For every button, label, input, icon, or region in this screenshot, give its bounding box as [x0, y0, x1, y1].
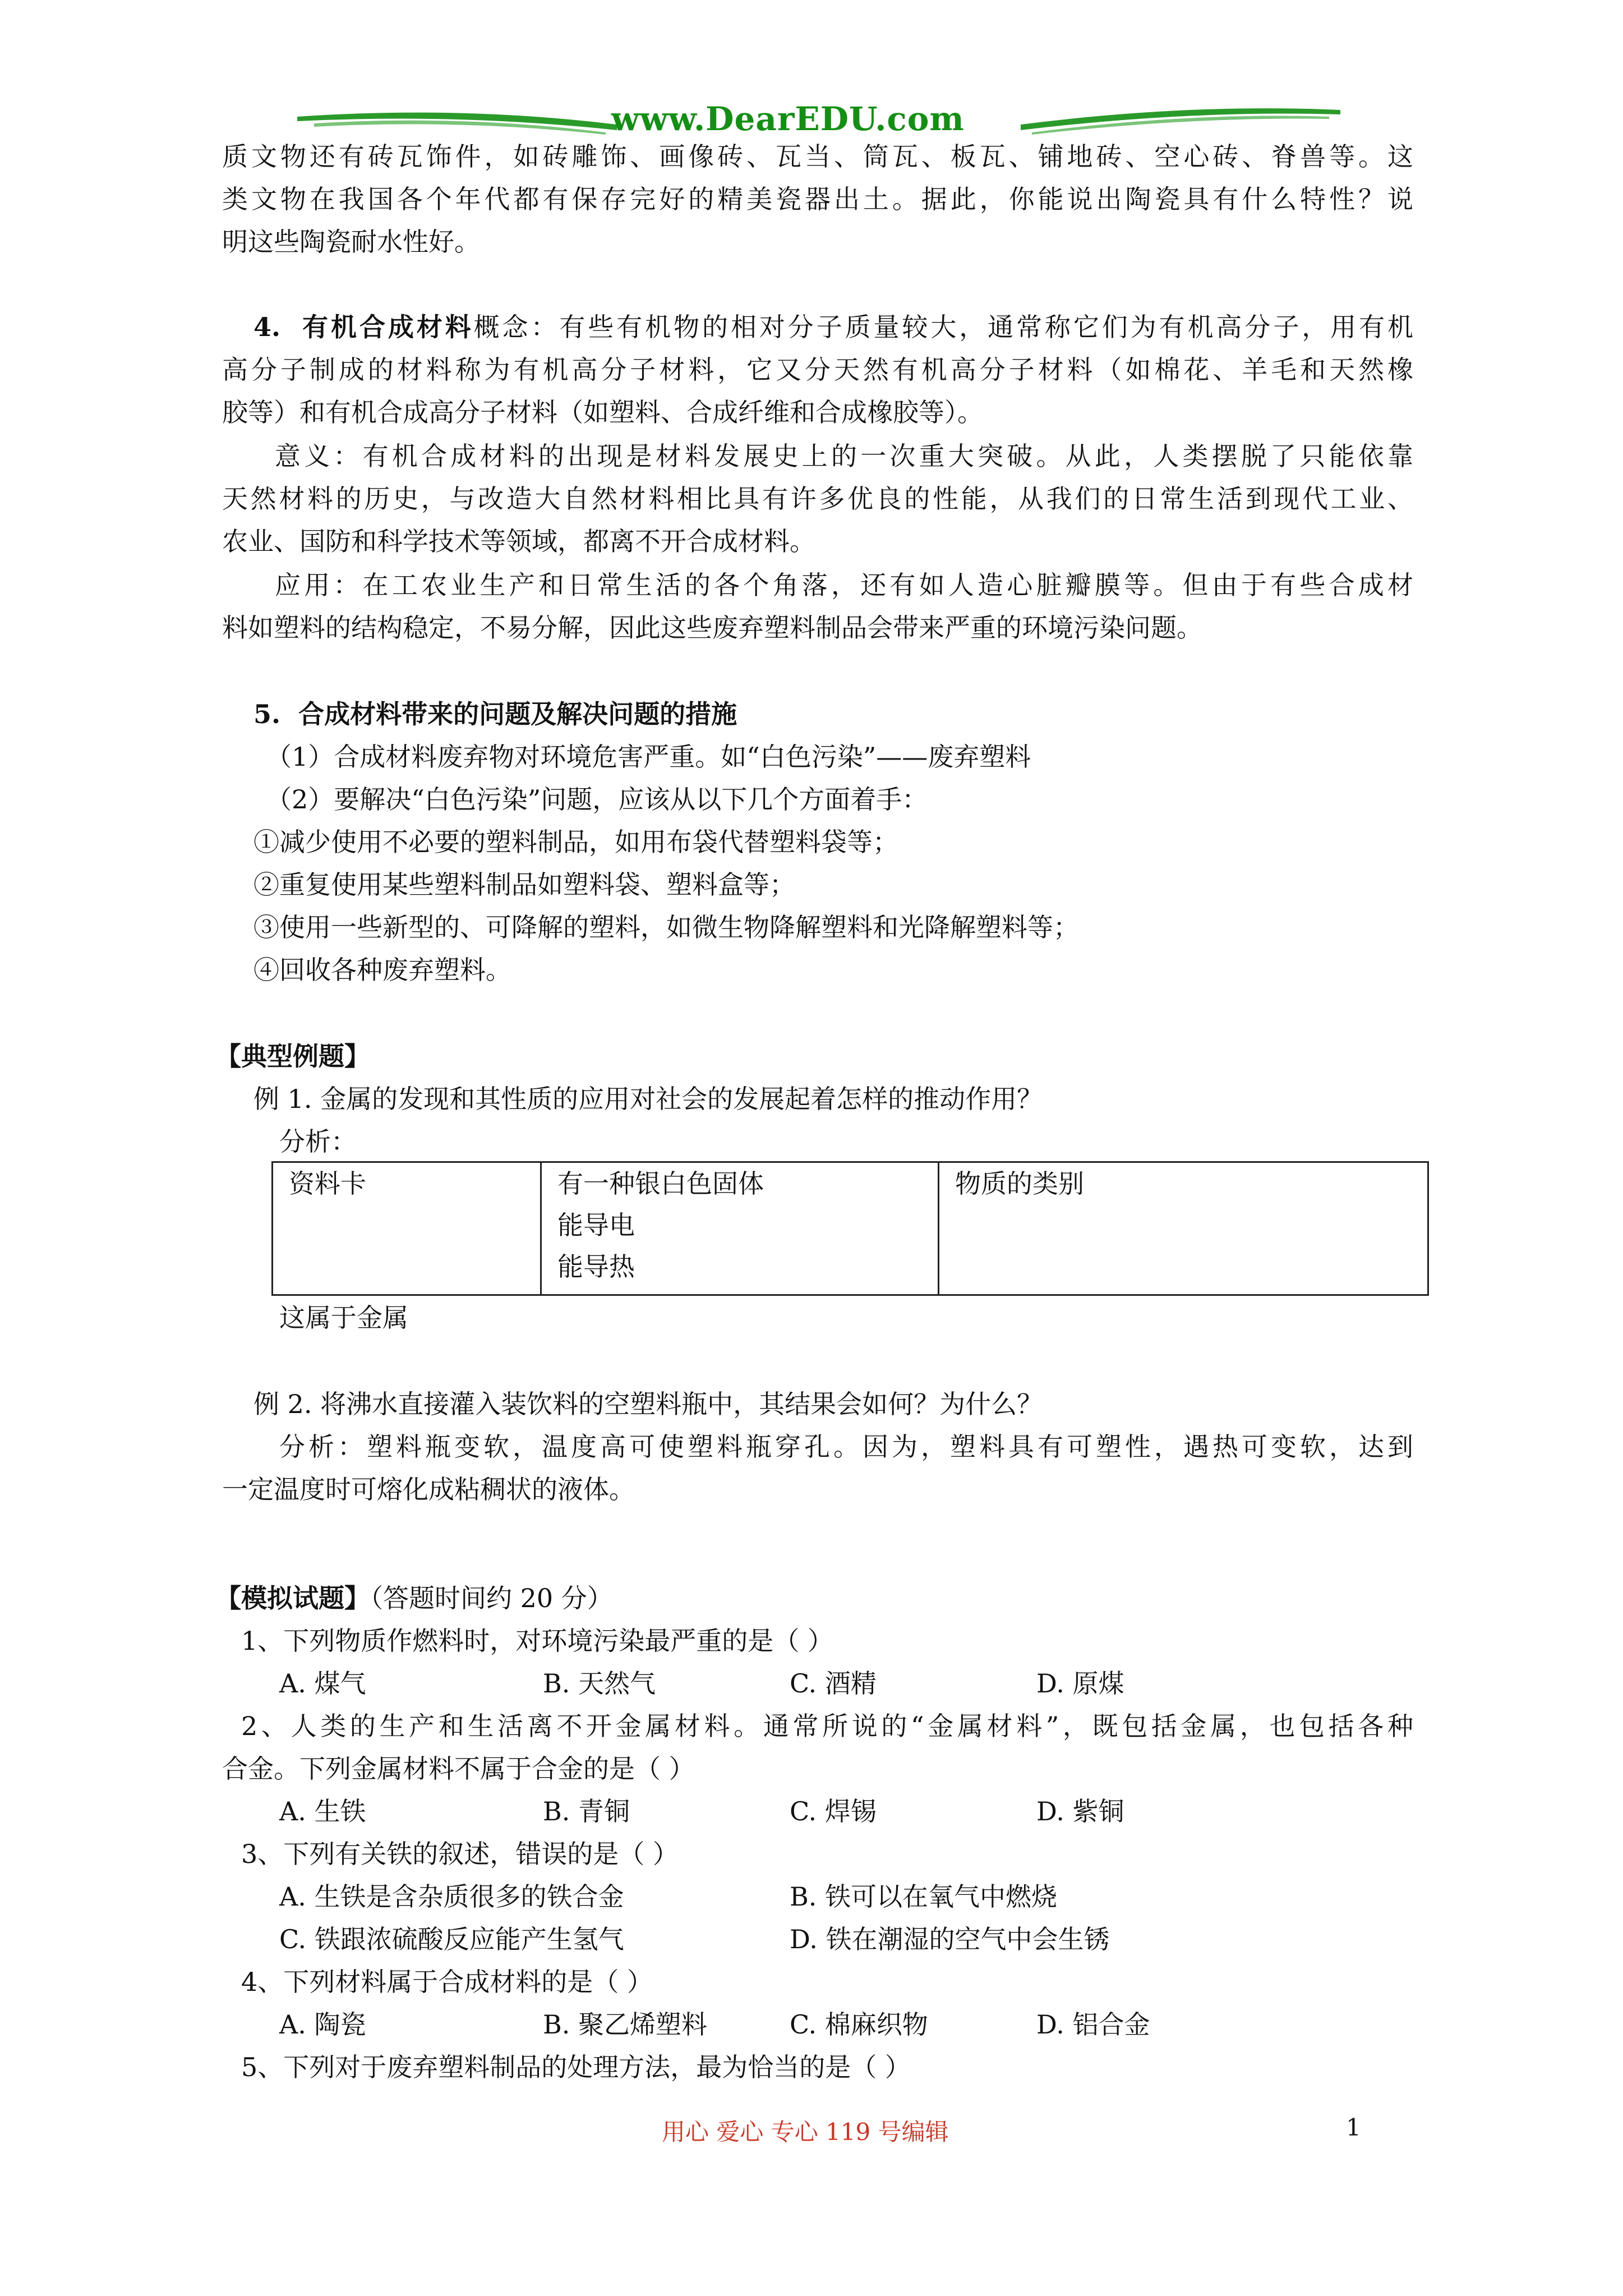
quiz-heading: 【模拟试题】: [215, 1583, 370, 1613]
paragraph-line: 质文物还有砖瓦饰件，如砖雕饰、画像砖、瓦当、筒瓦、板瓦、铺地砖、空心砖、脊兽等。这: [222, 141, 1413, 172]
section-5-heading: [253, 696, 737, 733]
quiz-heading-line: [215, 1580, 613, 1617]
option: C. 酒精: [790, 1668, 877, 1699]
significance-line: 意义：有机合成材料的出现是材料发展史上的一次重大突破。从此，人类摆脱了只能依靠: [275, 441, 1413, 471]
option: C. 铁跟浓硫酸反应能产生氢气: [279, 1924, 624, 1954]
property-line: 有一种银白色固体: [557, 1168, 764, 1199]
application-line: 应用：在工农业生产和日常生活的各个角落，还有如人造心脏瓣膜等。但由于有些合成材: [275, 570, 1413, 600]
example-2-analysis: 一定温度时可熔化成粘稠状的液体。: [222, 1474, 635, 1504]
option: A. 煤气: [279, 1668, 366, 1699]
option: A. 生铁: [279, 1796, 366, 1826]
list-item: ②重复使用某些塑料制品如塑料袋、塑料盒等；: [253, 869, 795, 900]
question-2-cont: 合金。下列金属材料不属于合金的是（ ）: [222, 1754, 695, 1784]
quiz-time-note: （答题时间约 20 分）: [370, 1583, 613, 1613]
info-card-table: [271, 1161, 1429, 1296]
section-4-first-line: [253, 309, 1413, 346]
page-number: 1: [1346, 2114, 1361, 2141]
list-item: ④回收各种废弃塑料。: [253, 955, 511, 985]
option: B. 聚乙烯塑料: [543, 2009, 708, 2040]
option: D. 原煤: [1036, 1668, 1124, 1699]
application-line: 料如塑料的结构稳定，不易分解，因此这些废弃塑料制品会带来严重的环境污染问题。: [222, 613, 1202, 643]
option: B. 青铜: [543, 1796, 630, 1826]
question-1: 1、下列物质作燃料时，对环境污染最严重的是（ ）: [241, 1626, 833, 1656]
option: D. 铝合金: [1036, 2009, 1150, 2040]
significance-line: 农业、国防和科学技术等领域，都离不开合成材料。: [222, 526, 815, 556]
option: B. 天然气: [543, 1668, 656, 1699]
question-4: 4、下列材料属于合成材料的是（ ）: [241, 1967, 653, 1997]
section-5-number: 5.: [253, 699, 281, 729]
property-line: 能导电: [557, 1210, 635, 1240]
table-cell-card: 资料卡: [273, 1162, 541, 1295]
section-4-title: 有机合成材料: [302, 312, 474, 342]
footer-text: 用心 爱心 专心 119 号编辑: [662, 2118, 949, 2146]
option: A. 陶瓷: [279, 2009, 366, 2040]
question-5: 5、下列对于废弃塑料制品的处理方法，最为恰当的是（ ）: [241, 2052, 911, 2082]
example-2-question: 例 2. 将沸水直接灌入装饮料的空塑料瓶中，其结果会如何？为什么？: [253, 1389, 1043, 1419]
option: C. 焊锡: [790, 1796, 877, 1826]
list-item: （1）合成材料废弃物对环境危害严重。如“白色污染”——废弃塑料: [266, 742, 1031, 772]
option: B. 铁可以在氧气中燃烧: [790, 1881, 1058, 1912]
section-4-number: 4.: [253, 312, 281, 342]
example-1-question: 例 1. 金属的发现和其性质的应用对社会的发展起着怎样的推动作用？: [253, 1084, 1043, 1114]
section-5-title: 合成材料带来的问题及解决问题的措施: [298, 699, 737, 729]
significance-line: 天然材料的历史，与改造大自然材料相比具有许多优良的性能，从我们的日常生活到现代工业、: [222, 484, 1413, 514]
example-1-analysis-label: 分析：: [279, 1126, 357, 1157]
property-line: 能导热: [557, 1251, 635, 1282]
paragraph-line: 类文物在我国各个年代都有保存完好的精美瓷器出土。据此，你能说出陶瓷具有什么特性？说: [222, 184, 1413, 214]
option: D. 铁在潮湿的空气中会生锈: [790, 1924, 1110, 1954]
paragraph-line: 高分子制成的材料称为有机高分子材料，它又分天然有机高分子材料（如棉花、羊毛和天然橡: [222, 355, 1413, 385]
list-item: （2）要解决“白色污染”问题，应该从以下几个方面着手：: [266, 784, 928, 815]
question-2: 2、人类的生产和生活离不开金属材料。通常所说的“金属材料”，既包括金属，也包括各种: [241, 1711, 1413, 1741]
table-cell-category: 物质的类别: [939, 1162, 1428, 1295]
question-3: 3、下列有关铁的叙述，错误的是（ ）: [241, 1839, 679, 1869]
paragraph-line: 胶等）和有机合成高分子材料（如塑料、合成纤维和合成橡胶等）。: [222, 397, 983, 427]
list-item: ③使用一些新型的、可降解的塑料，如微生物降解塑料和光降解塑料等；: [253, 912, 1079, 942]
paragraph-line: 明这些陶瓷耐水性好。: [222, 227, 480, 257]
option: D. 紫铜: [1036, 1796, 1124, 1826]
header-url: www.DearEDU.com: [611, 100, 965, 138]
table-cell-properties: [541, 1162, 939, 1295]
examples-heading: 【典型例题】: [215, 1041, 370, 1071]
example-2-analysis: 分析：塑料瓶变软，温度高可使塑料瓶穿孔。因为，塑料具有可塑性，遇热可变软，达到: [279, 1432, 1413, 1462]
option: C. 棉麻织物: [790, 2009, 928, 2040]
list-item: ①减少使用不必要的塑料制品，如用布袋代替塑料袋等；: [253, 827, 898, 857]
example-1-conclusion: 这属于金属: [279, 1303, 408, 1333]
option: A. 生铁是含杂质很多的铁合金: [279, 1881, 624, 1912]
section-4-concept: 概念：有些有机物的相对分子质量较大，通常称它们为有机高分子，用有机: [473, 312, 1414, 342]
